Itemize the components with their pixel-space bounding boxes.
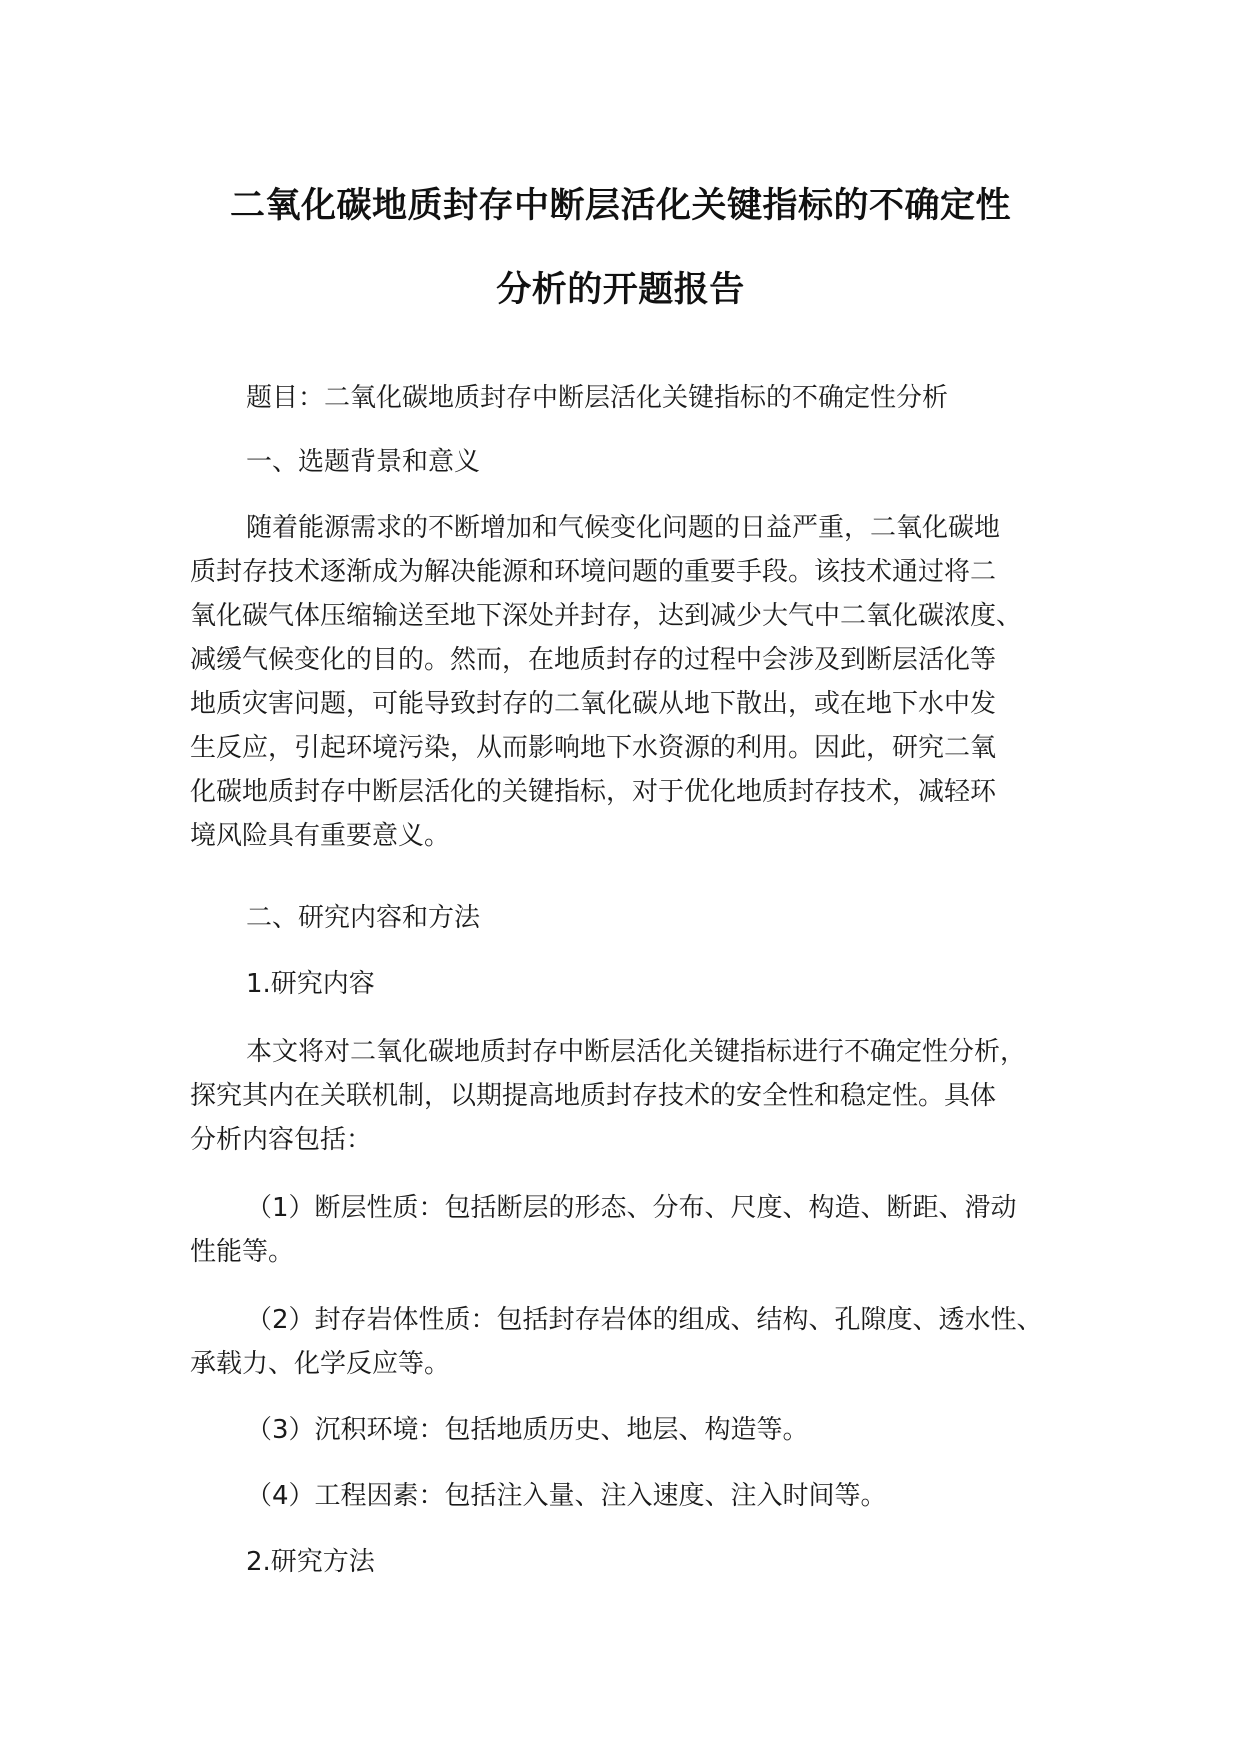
background-paragraph-line: 质封存技术逐渐成为解决能源和环境问题的重要手段。该技术通过将二 (190, 557, 997, 587)
background-paragraph-line: 生反应，引起环境污染，从而影响地下水资源的利用。因此，研究二氧 (190, 733, 997, 763)
list-item-fault-properties: （1）断层性质：包括断层的形态、分布、尺度、构造、断距、滑动 (246, 1193, 1017, 1223)
list-item-fault-properties-cont: 性能等。 (190, 1237, 295, 1267)
list-item-engineering-factors: （4）工程因素：包括注入量、注入速度、注入时间等。 (246, 1481, 887, 1511)
document-title-line-1: 二氧化碳地质封存中断层活化关键指标的不确定性 (229, 186, 1011, 226)
content-intro-line: 本文将对二氧化碳地质封存中断层活化关键指标进行不确定性分析， (246, 1037, 1027, 1067)
topic-line: 题目：二氧化碳地质封存中断层活化关键指标的不确定性分析 (246, 383, 949, 413)
section-heading-background: 一、选题背景和意义 (246, 447, 481, 477)
background-paragraph-line: 氧化碳气体压缩输送至地下深处并封存，达到减少大气中二氧化碳浓度、 (190, 601, 1023, 631)
list-item-rock-properties: （2）封存岩体性质：包括封存岩体的组成、结构、孔隙度、透水性、 (246, 1305, 1043, 1335)
content-intro-line: 分析内容包括： (190, 1125, 373, 1155)
list-item-rock-properties-cont: 承载力、化学反应等。 (190, 1349, 451, 1379)
subsection-heading-methods: 2.研究方法 (246, 1547, 375, 1577)
background-paragraph-line: 地质灾害问题，可能导致封存的二氧化碳从地下散出，或在地下水中发 (190, 689, 997, 719)
section-heading-research: 二、研究内容和方法 (246, 903, 481, 933)
content-intro-line: 探究其内在关联机制，以期提高地质封存技术的安全性和稳定性。具体 (190, 1081, 997, 1111)
background-paragraph-line: 减缓气候变化的目的。然而，在地质封存的过程中会涉及到断层活化等 (190, 645, 997, 675)
background-paragraph-line: 随着能源需求的不断增加和气候变化问题的日益严重，二氧化碳地 (246, 513, 1001, 543)
background-paragraph-line: 化碳地质封存中断层活化的关键指标，对于优化地质封存技术，减轻环 (190, 777, 997, 807)
background-paragraph-line: 境风险具有重要意义。 (190, 821, 451, 851)
subsection-heading-content: 1.研究内容 (246, 969, 375, 999)
list-item-sedimentary-environment: （3）沉积环境：包括地质历史、地层、构造等。 (246, 1415, 809, 1445)
document-title-line-2: 分析的开题报告 (496, 270, 745, 310)
